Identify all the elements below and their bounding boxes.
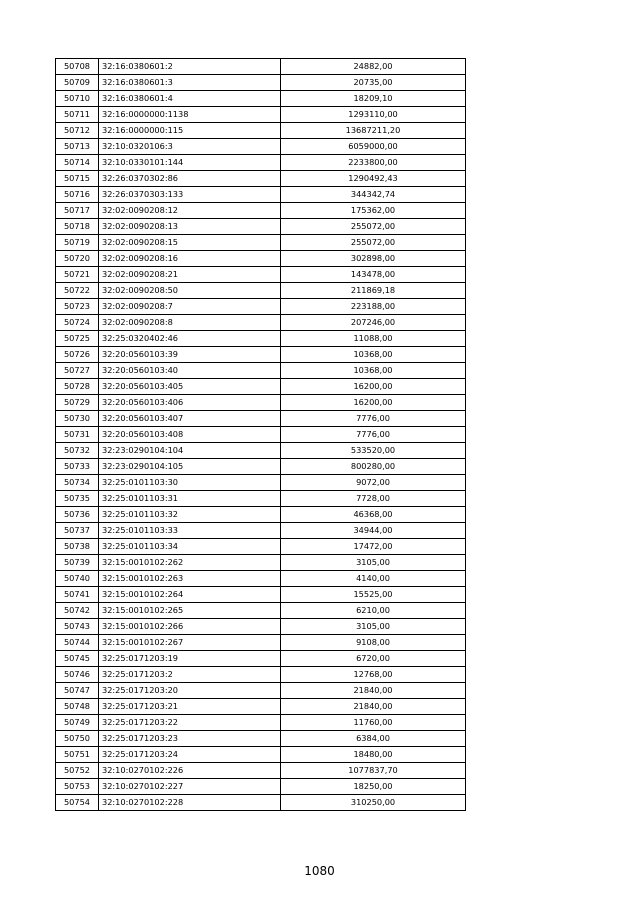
table-row <box>56 219 466 235</box>
value-cell: 9108,00 <box>281 635 466 651</box>
table-row <box>56 107 466 123</box>
value-cell: 207246,00 <box>281 315 466 331</box>
table-row <box>56 203 466 219</box>
table-row <box>56 683 466 699</box>
cadastral-number-cell: 32:10:0320106:3 <box>99 139 281 155</box>
cadastral-number-cell: 32:02:0090208:12 <box>99 203 281 219</box>
value-cell: 18250,00 <box>281 779 466 795</box>
table-row <box>56 59 466 75</box>
row-number-cell: 50742 <box>56 603 99 619</box>
value-cell: 6720,00 <box>281 651 466 667</box>
cadastral-number-cell: 32:02:0090208:15 <box>99 235 281 251</box>
row-number-cell: 50730 <box>56 411 99 427</box>
table-row <box>56 139 466 155</box>
cadastral-number-cell: 32:25:0101103:34 <box>99 539 281 555</box>
cadastral-number-cell: 32:15:0010102:267 <box>99 635 281 651</box>
table-row <box>56 443 466 459</box>
row-number-cell: 50733 <box>56 459 99 475</box>
page-number: 1080 <box>304 864 335 878</box>
cadastral-number-cell: 32:02:0090208:16 <box>99 251 281 267</box>
value-cell: 10368,00 <box>281 363 466 379</box>
table-row <box>56 75 466 91</box>
value-cell: 6210,00 <box>281 603 466 619</box>
table-row <box>56 571 466 587</box>
cadastral-number-cell: 32:15:0010102:262 <box>99 555 281 571</box>
value-cell: 18209,10 <box>281 91 466 107</box>
row-number-cell: 50753 <box>56 779 99 795</box>
value-cell: 1293110,00 <box>281 107 466 123</box>
table-row <box>56 523 466 539</box>
table-row <box>56 331 466 347</box>
row-number-cell: 50718 <box>56 219 99 235</box>
row-number-cell: 50708 <box>56 59 99 75</box>
cadastral-number-cell: 32:16:0380601:4 <box>99 91 281 107</box>
row-number-cell: 50740 <box>56 571 99 587</box>
table-row <box>56 395 466 411</box>
value-cell: 17472,00 <box>281 539 466 555</box>
row-number-cell: 50754 <box>56 795 99 811</box>
value-cell: 11088,00 <box>281 331 466 347</box>
row-number-cell: 50721 <box>56 267 99 283</box>
value-cell: 7776,00 <box>281 427 466 443</box>
table-row <box>56 235 466 251</box>
table-row <box>56 539 466 555</box>
table-row <box>56 187 466 203</box>
row-number-cell: 50739 <box>56 555 99 571</box>
table-row <box>56 603 466 619</box>
cadastral-number-cell: 32:10:0330101:144 <box>99 155 281 171</box>
row-number-cell: 50744 <box>56 635 99 651</box>
row-number-cell: 50710 <box>56 91 99 107</box>
registry-table <box>55 58 466 811</box>
value-cell: 16200,00 <box>281 379 466 395</box>
table-row <box>56 251 466 267</box>
table-row <box>56 155 466 171</box>
value-cell: 800280,00 <box>281 459 466 475</box>
row-number-cell: 50725 <box>56 331 99 347</box>
row-number-cell: 50709 <box>56 75 99 91</box>
cadastral-number-cell: 32:20:0560103:405 <box>99 379 281 395</box>
value-cell: 18480,00 <box>281 747 466 763</box>
table-row <box>56 379 466 395</box>
table-row <box>56 171 466 187</box>
table-row <box>56 299 466 315</box>
cadastral-number-cell: 32:16:0000000:1138 <box>99 107 281 123</box>
cadastral-number-cell: 32:26:0370303:133 <box>99 187 281 203</box>
cadastral-number-cell: 32:25:0101103:30 <box>99 475 281 491</box>
row-number-cell: 50748 <box>56 699 99 715</box>
row-number-cell: 50713 <box>56 139 99 155</box>
cadastral-number-cell: 32:20:0560103:407 <box>99 411 281 427</box>
cadastral-number-cell: 32:16:0380601:2 <box>99 59 281 75</box>
row-number-cell: 50743 <box>56 619 99 635</box>
cadastral-number-cell: 32:23:0290104:104 <box>99 443 281 459</box>
row-number-cell: 50746 <box>56 667 99 683</box>
table-row <box>56 731 466 747</box>
table-row <box>56 507 466 523</box>
cadastral-number-cell: 32:23:0290104:105 <box>99 459 281 475</box>
value-cell: 21840,00 <box>281 699 466 715</box>
value-cell: 7728,00 <box>281 491 466 507</box>
cadastral-number-cell: 32:26:0370302:86 <box>99 171 281 187</box>
cadastral-number-cell: 32:15:0010102:265 <box>99 603 281 619</box>
row-number-cell: 50716 <box>56 187 99 203</box>
value-cell: 7776,00 <box>281 411 466 427</box>
row-number-cell: 50715 <box>56 171 99 187</box>
value-cell: 11760,00 <box>281 715 466 731</box>
row-number-cell: 50722 <box>56 283 99 299</box>
registry-table-body <box>56 59 466 811</box>
value-cell: 143478,00 <box>281 267 466 283</box>
row-number-cell: 50720 <box>56 251 99 267</box>
row-number-cell: 50732 <box>56 443 99 459</box>
cadastral-number-cell: 32:02:0090208:7 <box>99 299 281 315</box>
cadastral-number-cell: 32:16:0000000:115 <box>99 123 281 139</box>
row-number-cell: 50728 <box>56 379 99 395</box>
row-number-cell: 50727 <box>56 363 99 379</box>
cadastral-number-cell: 32:25:0171203:2 <box>99 667 281 683</box>
cadastral-number-cell: 32:25:0171203:21 <box>99 699 281 715</box>
table-row <box>56 635 466 651</box>
cadastral-number-cell: 32:20:0560103:406 <box>99 395 281 411</box>
value-cell: 24882,00 <box>281 59 466 75</box>
cadastral-number-cell: 32:25:0171203:23 <box>99 731 281 747</box>
row-number-cell: 50745 <box>56 651 99 667</box>
cadastral-number-cell: 32:20:0560103:39 <box>99 347 281 363</box>
row-number-cell: 50717 <box>56 203 99 219</box>
table-row <box>56 715 466 731</box>
value-cell: 6059000,00 <box>281 139 466 155</box>
value-cell: 255072,00 <box>281 235 466 251</box>
row-number-cell: 50714 <box>56 155 99 171</box>
cadastral-number-cell: 32:25:0171203:20 <box>99 683 281 699</box>
value-cell: 302898,00 <box>281 251 466 267</box>
value-cell: 6384,00 <box>281 731 466 747</box>
value-cell: 4140,00 <box>281 571 466 587</box>
value-cell: 16200,00 <box>281 395 466 411</box>
value-cell: 10368,00 <box>281 347 466 363</box>
table-row <box>56 315 466 331</box>
cadastral-number-cell: 32:02:0090208:50 <box>99 283 281 299</box>
table-row <box>56 283 466 299</box>
table-row <box>56 459 466 475</box>
value-cell: 34944,00 <box>281 523 466 539</box>
table-row <box>56 267 466 283</box>
cadastral-number-cell: 32:25:0171203:19 <box>99 651 281 667</box>
value-cell: 2233800,00 <box>281 155 466 171</box>
cadastral-number-cell: 32:15:0010102:266 <box>99 619 281 635</box>
value-cell: 3105,00 <box>281 555 466 571</box>
value-cell: 3105,00 <box>281 619 466 635</box>
row-number-cell: 50729 <box>56 395 99 411</box>
table-row <box>56 491 466 507</box>
cadastral-number-cell: 32:25:0101103:31 <box>99 491 281 507</box>
row-number-cell: 50711 <box>56 107 99 123</box>
cadastral-number-cell: 32:02:0090208:13 <box>99 219 281 235</box>
value-cell: 223188,00 <box>281 299 466 315</box>
table-row <box>56 555 466 571</box>
table-row <box>56 587 466 603</box>
row-number-cell: 50734 <box>56 475 99 491</box>
table-row <box>56 779 466 795</box>
cadastral-number-cell: 32:25:0101103:33 <box>99 523 281 539</box>
table-row <box>56 347 466 363</box>
value-cell: 12768,00 <box>281 667 466 683</box>
row-number-cell: 50723 <box>56 299 99 315</box>
cadastral-number-cell: 32:10:0270102:227 <box>99 779 281 795</box>
value-cell: 310250,00 <box>281 795 466 811</box>
table-row <box>56 667 466 683</box>
row-number-cell: 50731 <box>56 427 99 443</box>
row-number-cell: 50747 <box>56 683 99 699</box>
table-row <box>56 123 466 139</box>
table-row <box>56 619 466 635</box>
value-cell: 21840,00 <box>281 683 466 699</box>
table-row <box>56 475 466 491</box>
table-row <box>56 363 466 379</box>
table-row <box>56 795 466 811</box>
table-row <box>56 651 466 667</box>
row-number-cell: 50749 <box>56 715 99 731</box>
row-number-cell: 50751 <box>56 747 99 763</box>
row-number-cell: 50726 <box>56 347 99 363</box>
cadastral-number-cell: 32:15:0010102:264 <box>99 587 281 603</box>
value-cell: 255072,00 <box>281 219 466 235</box>
value-cell: 533520,00 <box>281 443 466 459</box>
cadastral-number-cell: 32:25:0171203:22 <box>99 715 281 731</box>
cadastral-number-cell: 32:02:0090208:8 <box>99 315 281 331</box>
value-cell: 1290492,43 <box>281 171 466 187</box>
value-cell: 1077837,70 <box>281 763 466 779</box>
table-row <box>56 699 466 715</box>
value-cell: 20735,00 <box>281 75 466 91</box>
row-number-cell: 50736 <box>56 507 99 523</box>
cadastral-number-cell: 32:20:0560103:408 <box>99 427 281 443</box>
table-row <box>56 91 466 107</box>
cadastral-number-cell: 32:10:0270102:228 <box>99 795 281 811</box>
row-number-cell: 50750 <box>56 731 99 747</box>
row-number-cell: 50735 <box>56 491 99 507</box>
cadastral-number-cell: 32:10:0270102:226 <box>99 763 281 779</box>
table-row <box>56 427 466 443</box>
value-cell: 9072,00 <box>281 475 466 491</box>
table-row <box>56 411 466 427</box>
value-cell: 46368,00 <box>281 507 466 523</box>
row-number-cell: 50738 <box>56 539 99 555</box>
value-cell: 175362,00 <box>281 203 466 219</box>
table-row <box>56 763 466 779</box>
cadastral-number-cell: 32:20:0560103:40 <box>99 363 281 379</box>
value-cell: 15525,00 <box>281 587 466 603</box>
row-number-cell: 50712 <box>56 123 99 139</box>
row-number-cell: 50737 <box>56 523 99 539</box>
cadastral-number-cell: 32:16:0380601:3 <box>99 75 281 91</box>
cadastral-number-cell: 32:25:0320402:46 <box>99 331 281 347</box>
value-cell: 13687211,20 <box>281 123 466 139</box>
table-row <box>56 747 466 763</box>
row-number-cell: 50724 <box>56 315 99 331</box>
value-cell: 211869,18 <box>281 283 466 299</box>
row-number-cell: 50719 <box>56 235 99 251</box>
cadastral-number-cell: 32:02:0090208:21 <box>99 267 281 283</box>
value-cell: 344342,74 <box>281 187 466 203</box>
cadastral-number-cell: 32:25:0101103:32 <box>99 507 281 523</box>
cadastral-number-cell: 32:15:0010102:263 <box>99 571 281 587</box>
row-number-cell: 50741 <box>56 587 99 603</box>
row-number-cell: 50752 <box>56 763 99 779</box>
cadastral-number-cell: 32:25:0171203:24 <box>99 747 281 763</box>
